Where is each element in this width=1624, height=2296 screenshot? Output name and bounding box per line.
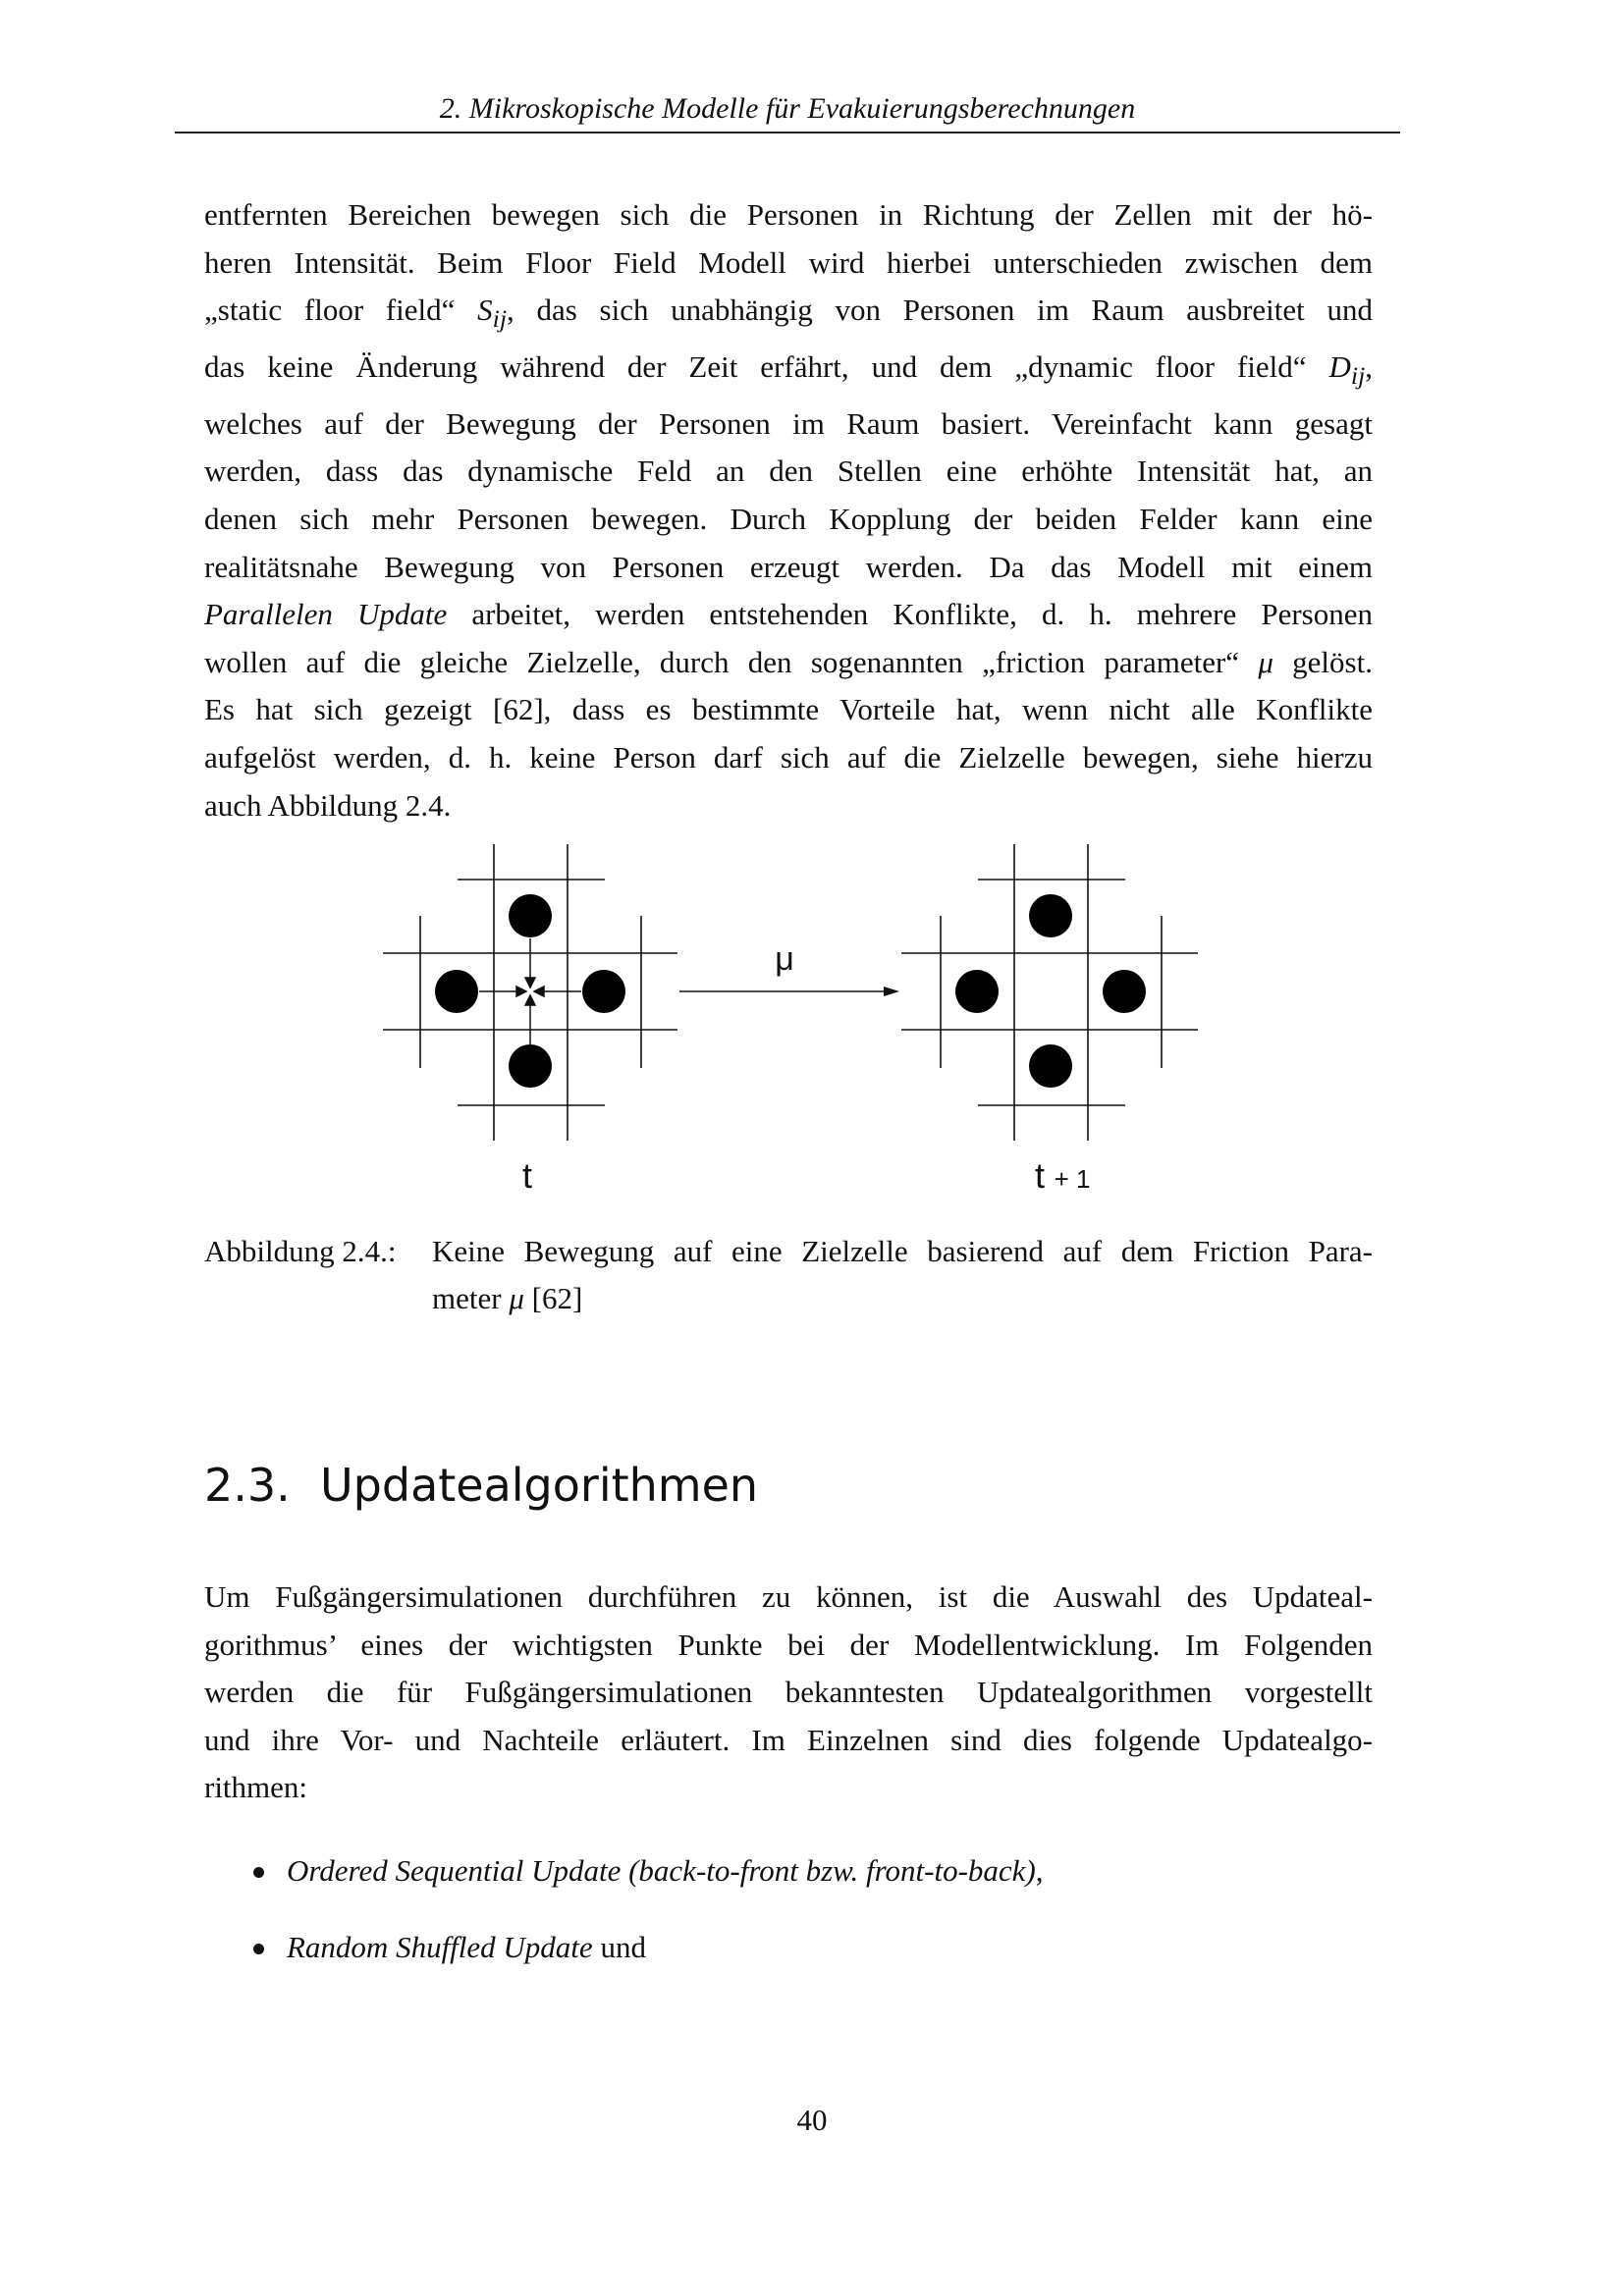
text-run: werden die für Fußgängersimulationen bekanntesten Updatealgorithmen vorgestellt — [204, 1675, 1373, 1710]
text-run: rithmen: — [204, 1770, 308, 1805]
caption-line-1: Keine Bewegung auf eine Zielzelle basierend auf dem Friction Para- — [432, 1234, 1373, 1268]
paragraph-line — [204, 686, 1373, 734]
text-run: gorithmus’ eines der wichtigsten Punkte bei der Modellentwicklung. Im Folgenden — [204, 1627, 1373, 1662]
paragraph-line — [204, 287, 1373, 344]
persons-left — [435, 894, 625, 1088]
figure-friction-grid — [0, 825, 1624, 1207]
text-run: , — [1035, 1853, 1044, 1888]
persons-right — [955, 894, 1146, 1088]
text-run: und — [592, 1930, 646, 1964]
list-item — [204, 1924, 1373, 1971]
text-run: wollen auf die gleiche Zielzelle, durch den sogenannten „friction parameter“ — [204, 644, 1259, 679]
paragraph-line — [204, 496, 1373, 544]
list-item — [204, 1847, 1373, 1895]
text-run: aufgelöst werden, d. h. keine Person darf sich auf die Zielzelle bewegen, siehe hierzu — [204, 739, 1373, 774]
text-run: , — [1365, 348, 1373, 384]
paragraph-line — [204, 1669, 1373, 1717]
time-label-t: t — [521, 1155, 533, 1196]
text-run: entfernten Bereichen bewegen sich die Personen in Richtung der Zellen mit der hö- — [204, 197, 1373, 232]
mu-label: μ — [775, 940, 794, 978]
caption-line-2-pre: meter — [432, 1281, 510, 1315]
bullet-icon — [253, 1944, 264, 1954]
section-heading — [204, 1456, 758, 1515]
text-run: S — [477, 293, 493, 328]
text-run: denen sich mehr Personen bewegen. Durch Kopplung der beiden Felder kann eine — [204, 501, 1373, 536]
grid-left — [383, 844, 677, 1141]
text-run: Random Shuffled Update — [287, 1930, 593, 1964]
text-run: μ — [1258, 644, 1273, 679]
header-rule — [175, 132, 1400, 133]
figure-caption — [204, 1228, 1373, 1322]
body-paragraph-2 — [204, 1574, 1373, 1812]
text-run: , das sich unabhängig von Personen im Raum ausbreitet und — [507, 293, 1373, 328]
text-run: Es hat sich gezeigt [62], dass es bestimmte Vorteile hat, wenn nicht alle Konflikte — [204, 692, 1373, 727]
time-label-t1-sub: + 1 — [1054, 1164, 1091, 1194]
text-run: ij — [492, 304, 508, 334]
caption-label: Abbildung 2.4.: — [204, 1234, 397, 1268]
caption-line-2 — [432, 1275, 1373, 1322]
text-run: welches auf der Bewegung der Personen im Raum basiert. Vereinfacht kann gesagt — [204, 405, 1373, 441]
transition-arrow — [679, 987, 899, 996]
time-label-t1-main: t — [1034, 1155, 1046, 1196]
paragraph-line — [204, 191, 1373, 240]
page-number: 40 — [796, 2103, 828, 2137]
text-run: werden, dass das dynamische Feld an den Stellen eine erhöhte Intensität hat, an — [204, 454, 1373, 489]
text-run: ij — [1350, 361, 1366, 391]
grid-right — [901, 844, 1198, 1141]
paragraph-line — [204, 544, 1373, 592]
paragraph-line — [204, 1764, 1373, 1812]
update-algorithm-list — [204, 1847, 1373, 2001]
paragraph-line — [204, 344, 1373, 400]
text-run: arbeitet, werden entstehenden Konflikte, d. h. mehrere Personen — [447, 597, 1373, 632]
caption-line-2-post: [62] — [523, 1281, 583, 1315]
paragraph-line — [204, 1717, 1373, 1765]
paragraph-line — [204, 782, 1373, 830]
paragraph-line — [204, 240, 1373, 288]
caption-mu: μ — [509, 1281, 524, 1315]
text-run: „static floor field“ — [204, 293, 478, 328]
paragraph-line — [204, 734, 1373, 782]
paragraph-line — [204, 1622, 1373, 1670]
section-number: 2.3. — [204, 1459, 291, 1512]
text-run: realitätsnahe Bewegung von Personen erzeugt werden. Da das Modell mit einem — [204, 549, 1373, 584]
running-head: 2. Mikroskopische Modelle für Evakuierungsberechnungen — [439, 92, 1136, 125]
text-run: Um Fußgängersimulationen durchführen zu können, ist die Auswahl des Updateal- — [204, 1579, 1373, 1614]
section-title: Updatealgorithmen — [320, 1459, 759, 1512]
paragraph-line — [204, 448, 1373, 496]
text-run: gelöst. — [1272, 644, 1373, 679]
text-run: D — [1328, 348, 1351, 384]
text-run: und ihre Vor- und Nachteile erläutert. Im Einzelnen sind dies folgende Updatealgo- — [204, 1722, 1373, 1757]
paragraph-line — [204, 400, 1373, 449]
body-paragraph-1 — [204, 191, 1373, 829]
paragraph-line — [204, 639, 1373, 687]
paragraph-line — [204, 1574, 1373, 1622]
text-run: Ordered Sequential Update (back-to-front bzw. front-to-back) — [287, 1853, 1036, 1888]
text-run: heren Intensität. Beim Floor Field Modell wird hierbei unterschieden zwischen dem — [204, 244, 1373, 280]
text-run: das keine Änderung während der Zeit erfährt, und dem „dynamic floor field“ — [204, 348, 1329, 384]
paragraph-line — [204, 591, 1373, 639]
text-run: auch Abbildung 2.4. — [204, 787, 452, 823]
text-run: Parallelen Update — [204, 597, 448, 632]
bullet-icon — [253, 1867, 264, 1878]
